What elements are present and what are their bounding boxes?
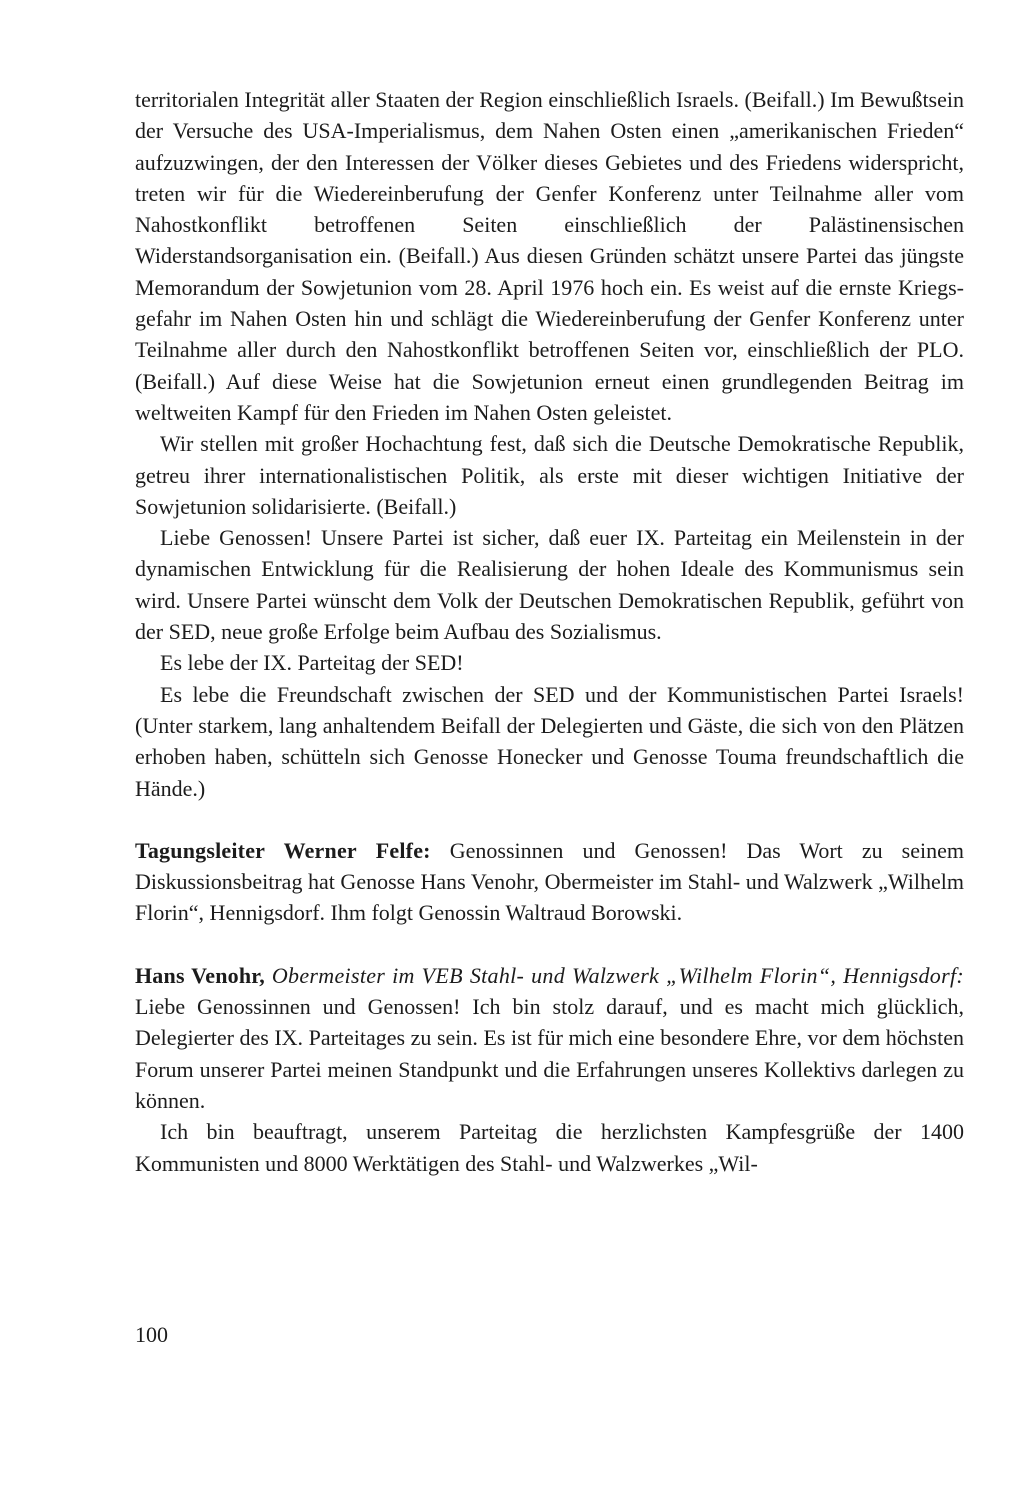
venohr-speaker-name: Hans Venohr, — [135, 962, 265, 988]
venohr-speaker-role: Obermeister im VEB Stahl- und Walzwerk „Wilhelm Florin“, Hennigsdorf: — [264, 962, 964, 988]
paragraph-gdr-solidarity: Wir stellen mit großer Hochachtung fest, daß sich die Deutsche Demokratische Republik, getreu ihrer internationalistischen Politik, als erste mit dieser wichtigen Initiative der Sowjetunion solidarisierte. (Beifall.) — [135, 431, 964, 519]
chair-announcement — [135, 835, 964, 929]
paragraph-long-live-friendship: Es lebe die Freundschaft zwischen der SED und der Kommunistischen Partei Israels! (Unter starkem, lang anhaltendem Beifall der Delegierten und Gäste, die sich von den Plätzen erhoben haben, schütteln sich Genosse Honecker und Genosse Touma freundschaftlich die Hände.) — [135, 681, 964, 801]
venohr-speech-text: Liebe Genossinnen und Genossen! Ich bin stolz darauf, und es macht mich glücklich, Delegierter des IX. Parteitages zu sein. Es ist für mich eine besondere Ehre, vor dem höchsten Forum unserer Partei meinen Standpunkt und die Erfahrungen unseres Kollektivs darlegen zu können. — [135, 994, 964, 1113]
paragraph-greetings: Ich bin beauftragt, unserem Parteitag die herzlichsten Kampfesgrüße der 1400 Kommunisten und 8000 Werktätigen des Stahl- und Walzwerkes „Wil- — [135, 1119, 964, 1176]
venohr-speech-opening — [135, 960, 964, 1116]
chair-announcement-text: Genossinnen und Genossen! Das Wort zu seinem Diskussionsbeitrag hat Genosse Hans Venohr, Obermeister im Stahl- und Walzwerk „Wilhelm Florin“, Hennigsdorf. Ihm folgt Genossin Waltraud Borowski. — [135, 837, 964, 926]
page-body — [135, 84, 964, 1179]
chair-speaker-name: Tagungsleiter Werner Felfe: — [135, 837, 431, 863]
page-number: 100 — [135, 1322, 168, 1347]
paragraph-dear-comrades: Liebe Genossen! Unsere Partei ist sicher, daß euer IX. Parteitag ein Meilenstein in der dynamischen Entwicklung für die Realisierung der hohen Ideale des Kommunismus sein wird. Unsere Partei wünscht dem Volk der Deutschen Demokratischen Republik, geführt von der SED, neue große Erfolge beim Aufbau des Sozialismus. — [135, 525, 964, 645]
paragraph-long-live-congress: Es lebe der IX. Parteitag der SED! — [160, 650, 464, 676]
paragraph-middle-east: territorialen Integrität aller Staaten der Region einschließlich Israels. (Beifall.) Im Bewußtsein der Versuche des USA-Imperialismus, dem Nahen Osten einen „amerikanischen Frieden“ aufzuzwingen, der den Interessen der Völker dieses Gebietes und des Friedens widerspricht, treten wir für die Wiedereinberufung der Genfer Konferenz unter Teilnahme aller vom Nahostkonflikt betroffenen Seiten einschließlich der Palästinensischen Widerstandsorganisation ein. (Beifall.) Aus diesen Gründen schätzt unsere Partei das jüngste Memorandum der Sowjetunion vom 28. April 1976 hoch ein. Es weist auf die ernste Kriegsgefahr im Nahen Osten hin und schlägt die Wiedereinberufung der Genfer Konferenz unter Teilnahme aller durch den Nahostkonflikt betroffenen Seiten vor, einschließlich der PLO. (Beifall.) Auf diese Weise hat die Sowjetunion erneut einen grundlegenden Beitrag im weltweiten Kampf für den Frieden im Nahen Osten geleistet. — [135, 87, 964, 425]
